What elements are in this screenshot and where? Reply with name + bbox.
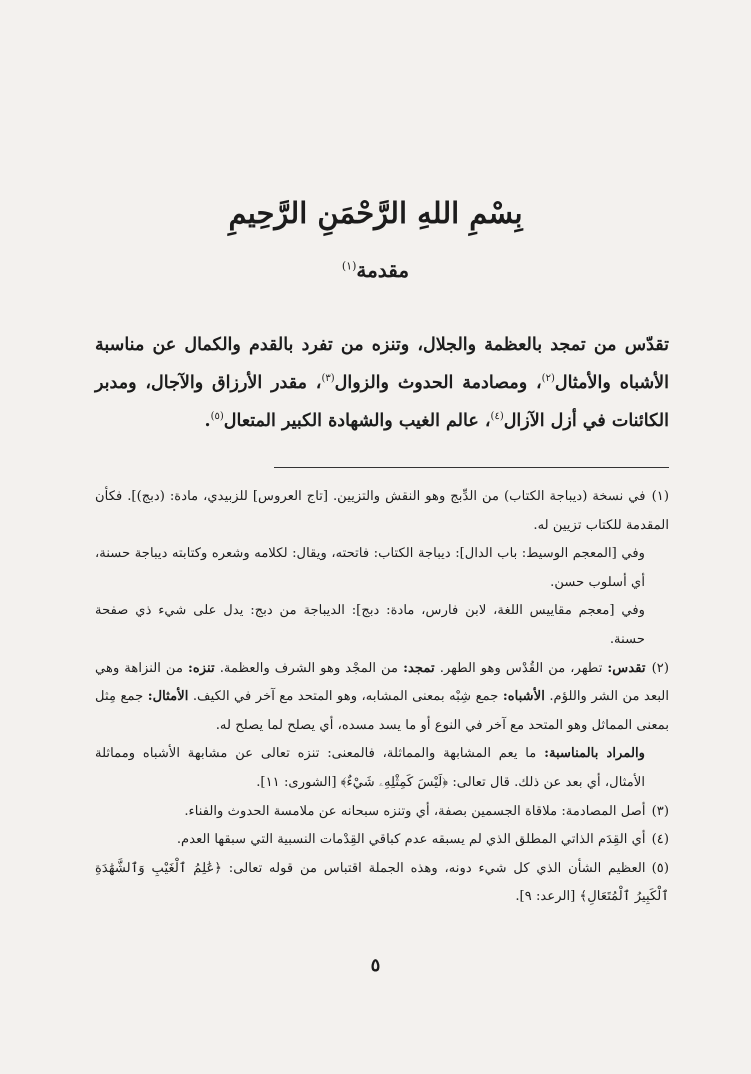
footnote-1 bbox=[95, 483, 669, 540]
footnote-text: ما يعم المشابهة والمماثلة، فالمعنى: تنزه تعالى عن مشابهة الأشباه ومماثلة الأمثال، أي بعد عن ذلك. قال تعالى: ﴿لَيْسَ كَمِثْلِهِۦ شَيْءٌ﴾ [الشورى: ١١]. bbox=[95, 746, 645, 790]
basmala-heading: بِسْمِ اللهِ الرَّحْمَنِ الرَّحِيمِ bbox=[228, 196, 523, 230]
defined-term: تنزه: bbox=[188, 660, 215, 676]
footnote-divider bbox=[274, 467, 669, 468]
footnote-text: جمع شِبْه بمعنى المشابه، وهو المتحد مع آخر في الكيف. bbox=[188, 689, 503, 705]
footnote-number: (٤) bbox=[651, 832, 669, 848]
introduction-title bbox=[0, 258, 751, 282]
footnote-ref: (٤) bbox=[490, 410, 504, 422]
defined-term: والمراد بالمناسبة: bbox=[544, 746, 645, 762]
footnote-text: تطهر، من القُدْس وهو الطهر. bbox=[434, 660, 608, 676]
main-text-segment: . bbox=[204, 410, 211, 431]
main-text-segment: ، ومصادمة الحدوث والزوال bbox=[334, 372, 542, 393]
main-paragraph bbox=[95, 328, 669, 438]
page-number: ٥ bbox=[370, 955, 381, 976]
footnote-number: (٣) bbox=[651, 803, 669, 819]
footnote-text: أصل المصادمة: ملاقاة الجسمين بصفة، أي وتنزه سبحانه عن ملامسة الحدوث والفناء. bbox=[184, 803, 646, 819]
footnote-ref: (٥) bbox=[210, 410, 224, 422]
footnote-5 bbox=[95, 855, 669, 912]
footnote-text: جمع مِثل بمعنى المماثل وهو المتحد مع آخر في النوع أو ما يسد مسده، أي يصلح لما يصلح له. bbox=[95, 689, 669, 733]
footnote-text: أي القِدَم الذاتي المطلق الذي لم يسبقه عدم كباقي القِدْمات النسبية التي سبقها العدم. bbox=[176, 832, 646, 848]
footnote-1-paragraph: وفي [معجم مقاييس اللغة، لابن فارس، مادة: دبج]: الديباجة من دبج: يدل على شيء ذي صفحة حسنة. bbox=[95, 603, 645, 647]
footnote-text: من النزاهة وهي البعد من الشر واللؤم. bbox=[95, 660, 669, 705]
footnote-1-paragraph: وفي [المعجم الوسيط: باب الدال]: ديباجة الكتاب: فاتحته، ويقال: لكلامه وشعره وكتابته ديباجة حسنة، أي أسلوب حسن. bbox=[95, 546, 645, 590]
footnote-4 bbox=[95, 826, 669, 855]
footnote-2-paragraph bbox=[95, 740, 669, 797]
defined-term: تمجد: bbox=[403, 660, 435, 676]
footnote-number: (١) bbox=[651, 489, 669, 504]
main-text-segment: تقدّس من تمجد بالعظمة والجلال، وتنزه من تفرد بالقدم والكمال عن مناسبة الأشباه والأمثال bbox=[95, 335, 669, 393]
footnote-number: (٢) bbox=[651, 660, 670, 676]
defined-term: الأشباه: bbox=[502, 689, 545, 705]
footnote-3 bbox=[95, 798, 669, 827]
footnote-2 bbox=[95, 655, 669, 741]
footnote-text: من المجْد وهو الشرف والعظمة. bbox=[214, 660, 404, 676]
footnote-ref: (٣) bbox=[321, 373, 335, 384]
footnote-number: (٥) bbox=[651, 860, 669, 876]
defined-term: تقدس: bbox=[607, 660, 646, 676]
footnote-text: العظيم الشأن الذي كل شيء دونه، وهذه الجملة اقتباس من قوله تعالى: ﴿عَٰلِمُ ٱلْغَيْبِ وَٱلشَّهَٰدَةِ ٱلْكَبِيرُ ٱلْمُتَعَالِ﴾ [الرعد: ٩]. bbox=[95, 860, 669, 905]
footnote-text: في نسخة (ديباجة الكتاب) من الدِّبج وهو النقش والتزيين. [تاج العروس] للزبيدي، مادة: (دبج)]. فكأن المقدمة للكتاب تزيين له. bbox=[95, 489, 669, 533]
footnotes-section bbox=[95, 483, 669, 912]
defined-term: الأمثال: bbox=[147, 689, 189, 705]
footnote-ref: (١) bbox=[341, 259, 357, 273]
footnote-ref: (٢) bbox=[541, 373, 555, 384]
introduction-title-text: مقدمة bbox=[356, 258, 410, 282]
main-text-segment: ، عالم الغيب والشهادة الكبير المتعال bbox=[223, 410, 491, 431]
main-text-segment: ، مقدر الأرزاق والآجال، ومدبر الكائنات في أزل الآزال bbox=[95, 372, 669, 431]
